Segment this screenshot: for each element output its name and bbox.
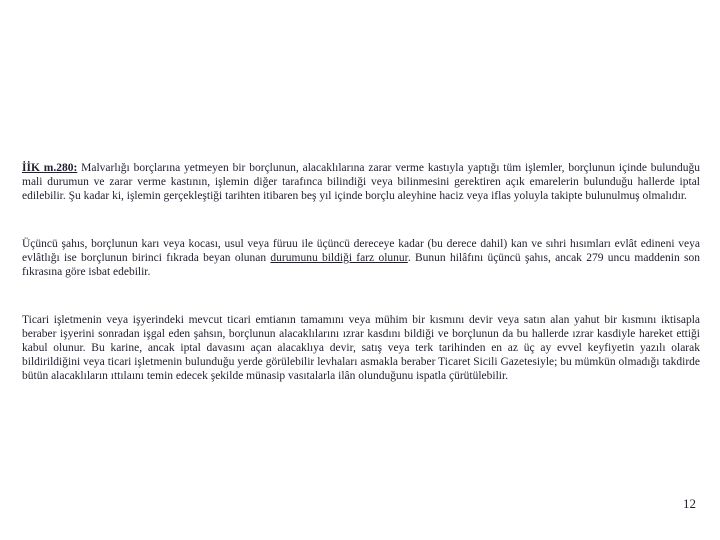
slide-body: [22, 161, 700, 417]
paragraph-third-party-underlined: durumunu bildiği farz olunur: [270, 252, 408, 264]
page-number: 12: [683, 496, 696, 511]
paragraph-third-party-before: Üçüncü şahıs, borçlunun karı veya kocası, usul veya füruu ile üçüncü dereceye kadar (bu derece dahil) kan ve sıhri hısımları evlât edineni veya evlâtlığı ise borçlunun birinci fıkrada beyan olunan: [22, 238, 700, 264]
paragraph-third-party-after: . Bunun hilâfını üçüncü şahıs, ancak 279 uncu maddenin son fıkrasına göre isbat edebilir.: [22, 252, 700, 278]
paragraph-iik-m280-lead: İİK m.280:: [22, 162, 78, 174]
paragraph-third-party: [22, 237, 700, 279]
paragraph-iik-m280-text: Malvarlığı borçlarına yetmeyen bir borçlunun, alacaklılarına zarar verme kastıyla yaptığı tüm işlemler, borçlunun içinde bulunduğu mali durumun ve zarar verme kastının, işlemin diğer tarafınca bilindiği veya bilinmesini gerektiren açık emarelerin bulunduğu hallerde iptal edilebilir. Şu kadar ki, işlemin gerçekleştiği tarihten itibaren beş yıl içinde borçlu aleyhine haciz veya iflas yoluyla takipte bulunulmuş olmalıdır.: [22, 162, 700, 202]
paragraph-iik-m280: [22, 161, 700, 203]
paragraph-commercial-enterprise: Ticari işletmenin veya işyerindeki mevcut ticari emtianın tamamını veya mühim bir kısmını devir veya satın alan yahut bir kısmını iktisapla beraber işyerini sonradan işgal eden şahsın, borçlunun alacaklılarını ızrar kasdını bildiği ve borçlunun da bu hallerde ızrar kasdiyle hareket ettiği kabul olunur. Bu karine, ancak iptal davasını açan alacaklıya devir, satış veya terk tarihinden en az üç ay evvel keyfiyetin yazılı olarak bildirildiğini veya ticari işletmenin bulunduğu yerde görülebilir levhaları asmakla beraber Ticaret Sicili Gazetesiyle; bu mümkün olmadığı takdirde bütün alacaklıların ıttılaını temin edecek şekilde münasip vasıtalarla ilân olunduğunu ispatla çürütülebilir.: [22, 314, 700, 382]
